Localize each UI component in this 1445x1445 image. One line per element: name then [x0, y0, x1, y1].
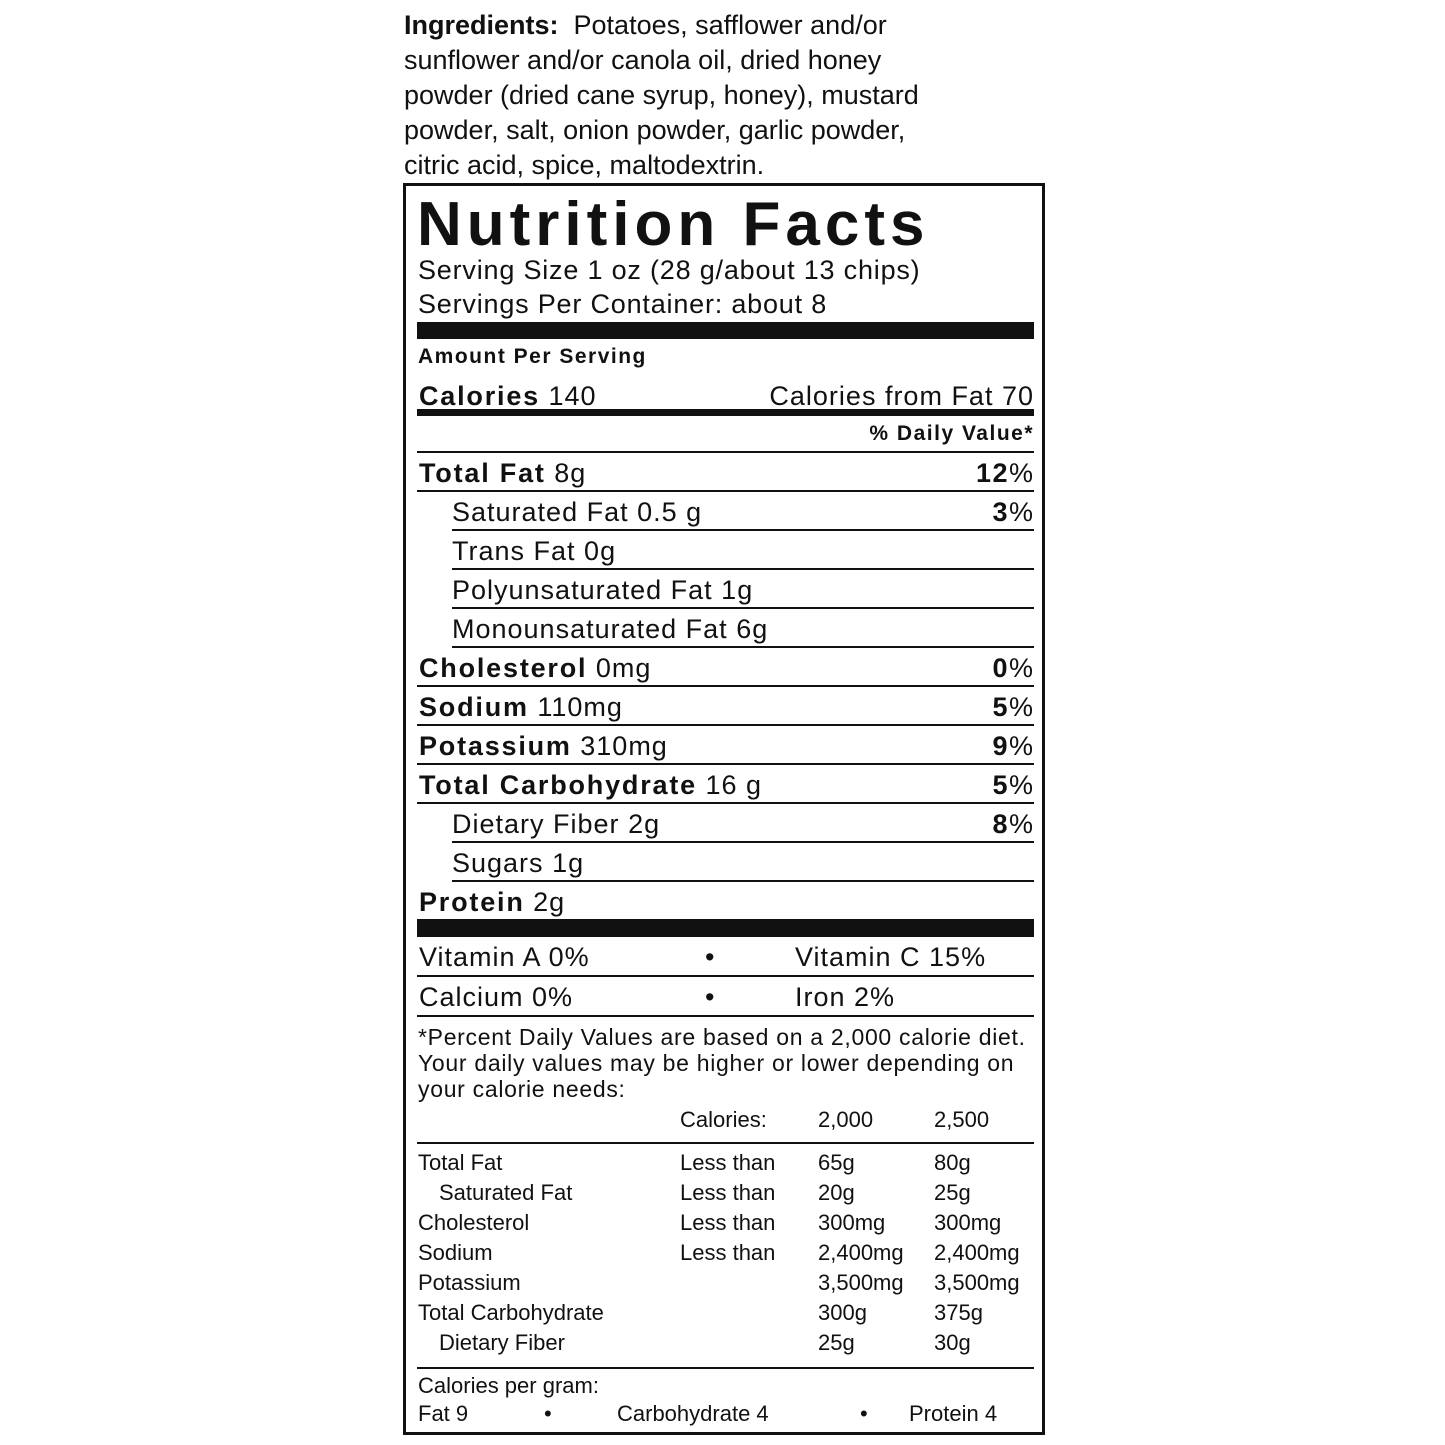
nutrient-amount: 16 g	[705, 770, 763, 800]
ingredients-line: Potatoes, safflower and/or	[573, 10, 887, 40]
nutrient-name: Protein	[419, 887, 525, 917]
nutrient-name: Monounsaturated Fat	[452, 614, 728, 644]
dv-table-header	[418, 1105, 1035, 1135]
ingredients-line: citric acid, spice, maltodextrin.	[404, 150, 765, 180]
dv-nutrient: Sodium	[418, 1240, 493, 1265]
dv-limit: Less than	[680, 1150, 776, 1175]
calories-row	[417, 376, 1034, 416]
nutrient-name: Dietary Fiber	[452, 809, 620, 839]
nutrient-amount: 1g	[552, 848, 585, 878]
nutrient-daily-value: 12%	[975, 458, 1034, 488]
nutrition-facts-label	[403, 183, 1045, 1435]
ingredients-line: powder, salt, onion powder, garlic powder,	[404, 115, 906, 145]
dv-limit: Less than	[680, 1210, 776, 1235]
divider	[417, 1367, 1034, 1369]
calories-label: Calories	[419, 381, 540, 411]
dv-value-2500: 2,400mg	[934, 1240, 1020, 1265]
serving-size: Serving Size 1 oz (28 g/about 13 chips)	[418, 255, 921, 285]
calories-per-gram-values	[418, 1400, 1035, 1428]
dv-nutrient: Total Fat	[418, 1150, 503, 1175]
nutrient-name: Sodium	[419, 692, 529, 722]
thick-divider	[417, 322, 1034, 339]
carbohydrate-per-gram: Carbohydrate 4	[617, 1401, 769, 1426]
nutrient-name: Total Carbohydrate	[419, 770, 697, 800]
iron: Iron 2%	[795, 982, 896, 1012]
dv-value-2000: 300g	[818, 1300, 867, 1325]
nutrient-name: Sugars	[452, 848, 544, 878]
dv-value-2000: 25g	[818, 1330, 855, 1355]
dv-table-row	[418, 1328, 1035, 1358]
dv-limit: Less than	[680, 1180, 776, 1205]
bullet: •	[860, 1401, 868, 1426]
ingredients-text	[404, 8, 1034, 183]
dv-nutrient: Cholesterol	[418, 1210, 530, 1235]
nutrient-name: Trans Fat	[452, 536, 576, 566]
nutrient-daily-value: 0%	[992, 653, 1034, 683]
dv-nutrient: Total Carbohydrate	[418, 1300, 604, 1325]
dv-table-row	[418, 1238, 1035, 1268]
calories-from-fat: Calories from Fat 70	[769, 381, 1034, 411]
nutrient-row-saturated-fat	[452, 492, 1034, 531]
nutrient-name: Total Fat	[419, 458, 546, 488]
dv-nutrient: Saturated Fat	[439, 1180, 573, 1205]
nutrient-amount: 110mg	[537, 692, 623, 722]
nutrient-row-trans-fat	[452, 531, 1034, 570]
nutrient-amount: 0g	[584, 536, 617, 566]
nutrient-row-total-fat	[417, 453, 1034, 492]
nutrient-daily-value: 9%	[992, 731, 1034, 761]
dv-nutrient: Potassium	[418, 1270, 521, 1295]
nutrient-row-sugars	[452, 843, 1034, 882]
nutrient-amount: 0mg	[595, 653, 652, 683]
vitamin-row	[417, 937, 1034, 977]
nutrient-name: Saturated Fat	[452, 497, 629, 527]
bullet: •	[705, 942, 716, 972]
nutrient-daily-value: 5%	[992, 770, 1034, 800]
nutrient-amount: 1g	[721, 575, 754, 605]
divider	[417, 1142, 1034, 1144]
nutrient-amount: 8g	[554, 458, 587, 488]
ingredients-heading: Ingredients:	[404, 10, 559, 40]
thick-divider	[417, 919, 1034, 937]
nutrient-row-monounsaturated-fat	[452, 609, 1034, 648]
nutrient-row-polyunsaturated-fat	[452, 570, 1034, 609]
dv-value-2500: 375g	[934, 1300, 983, 1325]
dv-value-2500: 25g	[934, 1180, 971, 1205]
daily-value-footnote: *Percent Daily Values are based on a 2,000 calorie diet. Your daily values may be higher or lower depending on your calorie needs:	[418, 1024, 1026, 1102]
col-2500: 2,500	[934, 1107, 990, 1132]
nutrient-row-dietary-fiber	[452, 804, 1034, 843]
nutrient-name: Cholesterol	[419, 653, 588, 683]
nutrient-amount: 2g	[533, 887, 566, 917]
vitamin-c: Vitamin C 15%	[795, 942, 987, 972]
dv-value-2500: 3,500mg	[934, 1270, 1020, 1295]
bullet: •	[544, 1401, 552, 1426]
dv-value-2000: 300mg	[818, 1210, 886, 1235]
nutrient-row-total-carbohydrate	[417, 765, 1034, 804]
servings-per-container: Servings Per Container: about 8	[418, 289, 828, 319]
nutrient-row-sodium	[417, 687, 1034, 726]
ingredients-line: powder (dried cane syrup, honey), mustard	[404, 80, 919, 110]
dv-value-2500: 80g	[934, 1150, 971, 1175]
col-2000: 2,000	[818, 1107, 874, 1132]
nutrient-row-potassium	[417, 726, 1034, 765]
calcium: Calcium 0%	[419, 982, 574, 1012]
nutrient-amount: 6g	[736, 614, 769, 644]
dv-limit: Less than	[680, 1240, 776, 1265]
dv-value-2500: 30g	[934, 1330, 971, 1355]
nutrient-daily-value: 5%	[992, 692, 1034, 722]
fat-per-gram: Fat 9	[418, 1401, 469, 1426]
nutrient-row-cholesterol	[417, 648, 1034, 687]
dv-value-2000: 20g	[818, 1180, 855, 1205]
nutrient-name: Potassium	[419, 731, 572, 761]
calories-per-gram-heading: Calories per gram:	[418, 1373, 599, 1398]
dv-table-row	[418, 1148, 1035, 1178]
nutrient-amount: 0.5 g	[637, 497, 703, 527]
nutrient-amount: 2g	[628, 809, 661, 839]
dv-value-2500: 300mg	[934, 1210, 1002, 1235]
daily-value-header: % Daily Value*	[869, 422, 1034, 445]
bullet: •	[705, 982, 716, 1012]
dv-value-2000: 65g	[818, 1150, 855, 1175]
dv-value-2000: 3,500mg	[818, 1270, 904, 1295]
calories-header: Calories:	[680, 1107, 767, 1132]
vitamin-a: Vitamin A 0%	[419, 942, 590, 972]
dv-table-row	[418, 1178, 1035, 1208]
dv-table-row	[418, 1208, 1035, 1238]
protein-per-gram: Protein 4	[909, 1401, 998, 1426]
nutrient-amount: 310mg	[580, 731, 668, 761]
nutrient-daily-value: 8%	[992, 809, 1034, 839]
amount-per-serving: Amount Per Serving	[418, 345, 647, 368]
nutrition-facts-title: Nutrition Facts	[417, 190, 930, 259]
vitamin-row	[417, 977, 1034, 1017]
nutrient-name: Polyunsaturated Fat	[452, 575, 713, 605]
dv-table-row	[418, 1298, 1035, 1328]
dv-table-row	[418, 1268, 1035, 1298]
dv-value-2000: 2,400mg	[818, 1240, 904, 1265]
calories-value: 140	[548, 381, 597, 411]
nutrient-daily-value: 3%	[992, 497, 1034, 527]
ingredients-line: sunflower and/or canola oil, dried honey	[404, 45, 882, 75]
nutrient-row-protein	[417, 882, 1034, 921]
dv-nutrient: Dietary Fiber	[439, 1330, 565, 1355]
